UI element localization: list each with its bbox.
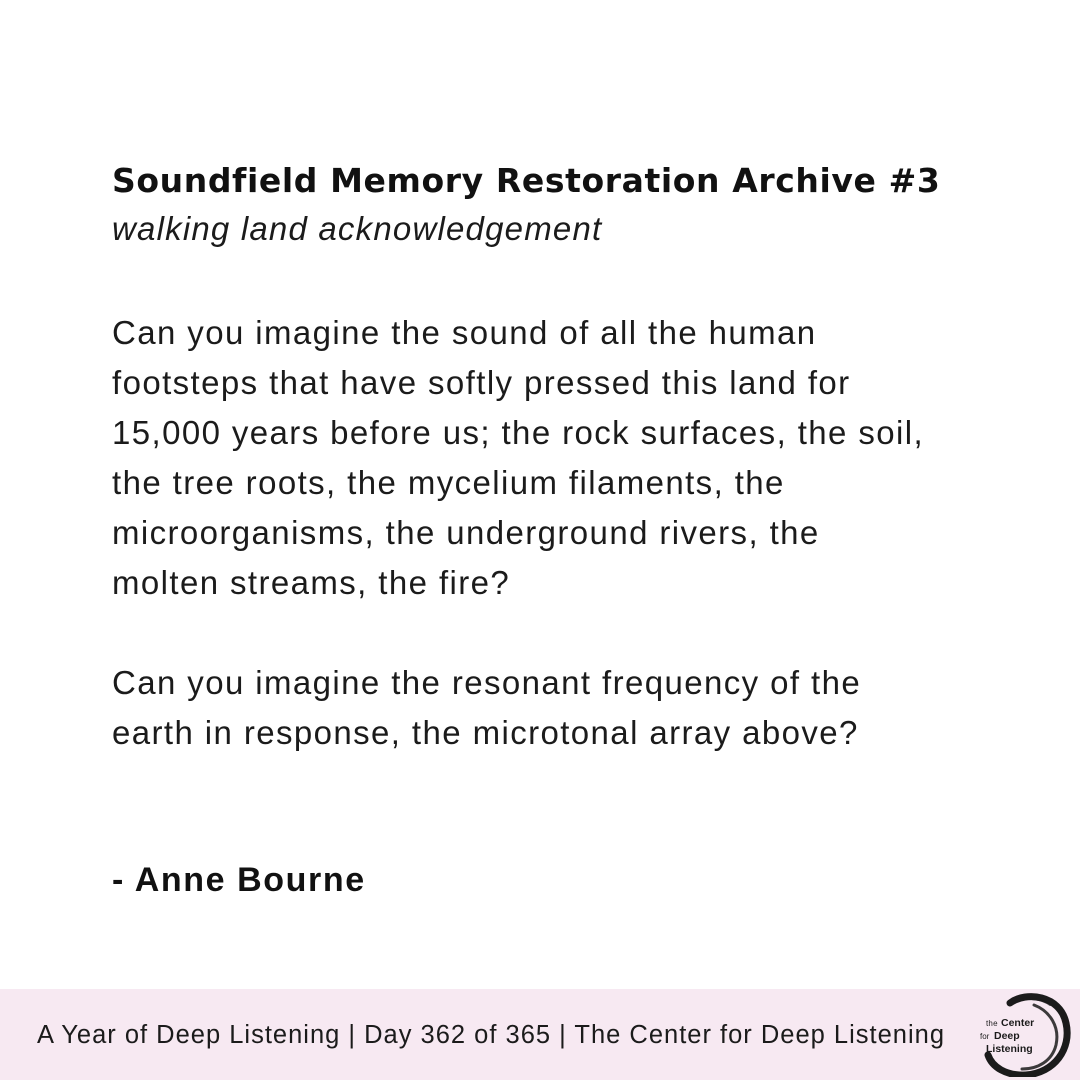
center-for-deep-listening-logo xyxy=(976,993,1072,1077)
logo-word-deep: Deep xyxy=(994,1030,1020,1042)
paragraph-1-line: Can you imagine the sound of all the human xyxy=(112,314,817,351)
paragraph-1-line: the tree roots, the mycelium filaments, the xyxy=(112,464,785,501)
paragraph-2-line: Can you imagine the resonant frequency of the xyxy=(112,664,862,701)
logo-word-for: for xyxy=(980,1032,990,1041)
logo-word-listening: Listening xyxy=(986,1043,1033,1055)
footer-banner xyxy=(0,989,1080,1080)
paragraph-1-line: 15,000 years before us; the rock surfaces, the soil, xyxy=(112,414,925,451)
paragraph-2-line: earth in response, the microtonal array above? xyxy=(112,714,859,751)
logo-word-the: the xyxy=(986,1019,998,1028)
paragraph-1-line: molten streams, the fire? xyxy=(112,564,511,601)
footer-caption: A Year of Deep Listening | Day 362 of 365 | The Center for Deep Listening xyxy=(37,1021,946,1049)
post-subtitle: walking land acknowledgement xyxy=(112,210,603,247)
post-title: Soundfield Memory Restoration Archive #3 xyxy=(112,161,941,200)
paragraph-1-line: microorganisms, the underground rivers, the xyxy=(112,514,820,551)
logo-word-center: Center xyxy=(1001,1017,1035,1029)
ink-circle-logo-icon xyxy=(976,993,1072,1077)
author-signature: - Anne Bourne xyxy=(112,861,366,899)
paragraph-1-line: footsteps that have softly pressed this land for xyxy=(112,364,851,401)
paragraph-2 xyxy=(112,658,1012,758)
post-content xyxy=(112,158,1012,758)
paragraph-1 xyxy=(112,308,1012,608)
